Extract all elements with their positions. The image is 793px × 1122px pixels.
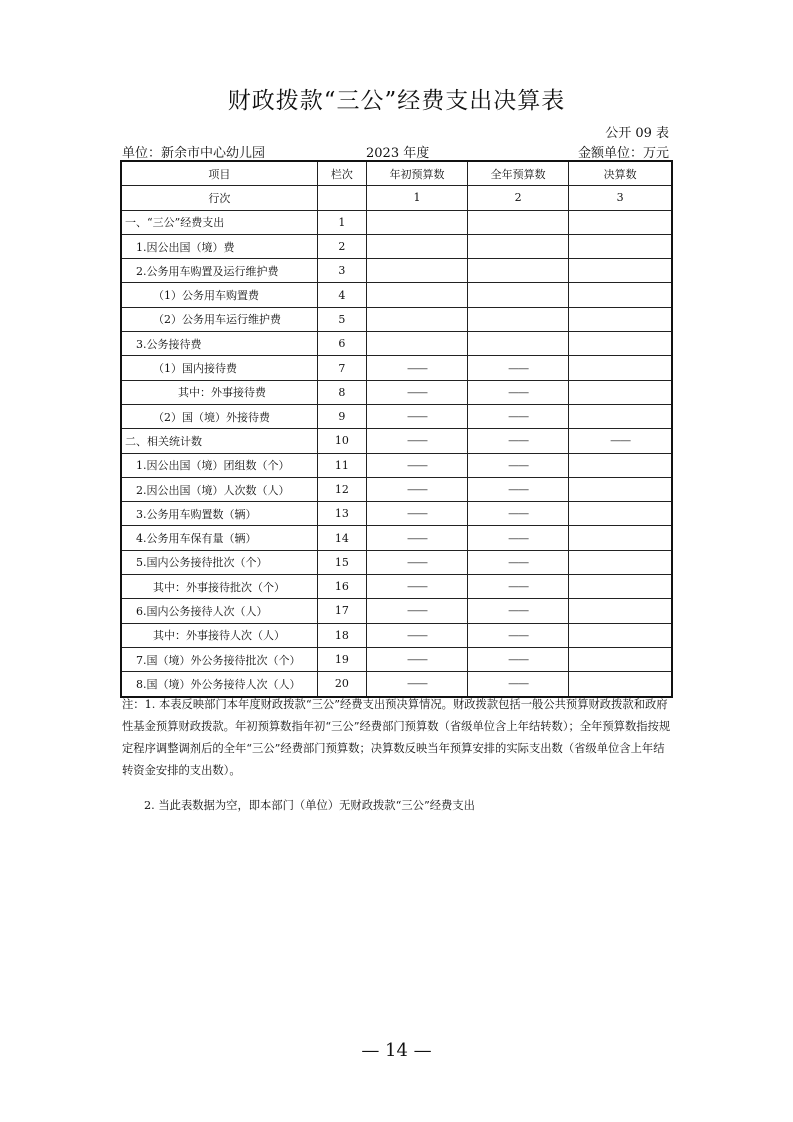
row-c1 [366, 307, 467, 331]
row-c1: —— [366, 502, 467, 526]
row-c2: —— [468, 380, 569, 404]
header-initial-budget: 年初预算数 [366, 161, 467, 186]
table-row [121, 356, 672, 380]
row-seq: 20 [317, 672, 366, 697]
row-seq: 18 [317, 623, 366, 647]
row-seq: 13 [317, 502, 366, 526]
row-c3 [569, 526, 672, 550]
table-row [121, 647, 672, 671]
row-index-seq-empty [317, 186, 366, 210]
form-number: 公开 09 表 [605, 126, 669, 141]
row-c2 [468, 307, 569, 331]
row-c1: —— [366, 647, 467, 671]
row-c3 [569, 599, 672, 623]
row-c2: —— [468, 429, 569, 453]
row-seq: 2 [317, 234, 366, 258]
row-c2: —— [468, 623, 569, 647]
row-c1: —— [366, 380, 467, 404]
row-c2: —— [468, 575, 569, 599]
row-c1 [366, 332, 467, 356]
table-row [121, 453, 672, 477]
row-label: 二、相关统计数 [121, 429, 317, 453]
row-c2: —— [468, 477, 569, 501]
row-c3 [569, 234, 672, 258]
row-c3: —— [569, 429, 672, 453]
row-seq: 8 [317, 380, 366, 404]
row-c1 [366, 283, 467, 307]
table-row [121, 380, 672, 404]
row-c2: —— [468, 453, 569, 477]
row-seq: 4 [317, 283, 366, 307]
row-c1 [366, 259, 467, 283]
row-label: 1.因公出国（境）费 [121, 234, 317, 258]
row-seq: 10 [317, 429, 366, 453]
row-c2: —— [468, 599, 569, 623]
row-c3 [569, 477, 672, 501]
row-c2 [468, 234, 569, 258]
row-c1: —— [366, 599, 467, 623]
row-c3 [569, 575, 672, 599]
row-label: 3.公务用车购置数（辆） [121, 502, 317, 526]
row-c3 [569, 453, 672, 477]
row-label: （2）国（境）外接待费 [121, 404, 317, 428]
row-c1 [366, 234, 467, 258]
row-seq: 16 [317, 575, 366, 599]
row-c1: —— [366, 429, 467, 453]
page-number: — 14 — [361, 1040, 432, 1061]
row-label: 8.国（境）外公务接待人次（人） [121, 672, 317, 697]
row-index-c1: 1 [366, 186, 467, 210]
row-label: 其中：外事接待批次（个） [121, 575, 317, 599]
row-seq: 3 [317, 259, 366, 283]
row-c2: —— [468, 404, 569, 428]
row-c3 [569, 356, 672, 380]
row-label: 5.国内公务接待批次（个） [121, 550, 317, 574]
table-row [121, 259, 672, 283]
table-row [121, 234, 672, 258]
row-index-row [121, 186, 672, 210]
row-label: 2.因公出国（境）人次数（人） [121, 477, 317, 501]
row-c3 [569, 210, 672, 234]
header-final-account: 决算数 [569, 161, 672, 186]
table-row [121, 672, 672, 697]
row-c1: —— [366, 623, 467, 647]
row-c3 [569, 404, 672, 428]
table-row [121, 332, 672, 356]
fiscal-year: 2023 年度 [366, 146, 430, 161]
row-label: 7.国（境）外公务接待批次（个） [121, 647, 317, 671]
row-label: 4.公务用车保有量（辆） [121, 526, 317, 550]
footnote-2: 2. 当此表数据为空，即本部门（单位）无财政拨款“三公”经费支出 [144, 799, 475, 812]
row-c1 [366, 210, 467, 234]
page-title: 财政拨款“三公”经费支出决算表 [227, 88, 566, 114]
row-c2: —— [468, 502, 569, 526]
table-row [121, 575, 672, 599]
row-index-label: 行次 [121, 186, 317, 210]
table-row [121, 477, 672, 501]
table-row [121, 307, 672, 331]
row-c3 [569, 672, 672, 697]
row-label: 一、“三公”经费支出 [121, 210, 317, 234]
header-seq: 栏次 [317, 161, 366, 186]
table-row [121, 502, 672, 526]
row-seq: 7 [317, 356, 366, 380]
row-index-c2: 2 [468, 186, 569, 210]
row-c1: —— [366, 477, 467, 501]
table-row [121, 429, 672, 453]
row-c1: —— [366, 672, 467, 697]
row-c2 [468, 283, 569, 307]
unit-label: 单位：新余市中心幼儿园 [122, 146, 266, 161]
row-c3 [569, 502, 672, 526]
row-label: 2.公务用车购置及运行维护费 [121, 259, 317, 283]
row-c2: —— [468, 356, 569, 380]
row-label: （1）国内接待费 [121, 356, 317, 380]
row-c3 [569, 332, 672, 356]
row-c1: —— [366, 575, 467, 599]
table-header-row [121, 161, 672, 186]
row-c2 [468, 210, 569, 234]
row-label: 其中：外事接待人次（人） [121, 623, 317, 647]
row-c3 [569, 307, 672, 331]
row-c1: —— [366, 356, 467, 380]
table-row [121, 599, 672, 623]
table-row [121, 526, 672, 550]
header-item: 项目 [121, 161, 317, 186]
row-label: 1.因公出国（境）团组数（个） [121, 453, 317, 477]
table-row [121, 283, 672, 307]
row-c3 [569, 259, 672, 283]
row-label: 6.国内公务接待人次（人） [121, 599, 317, 623]
table-row [121, 210, 672, 234]
row-seq: 19 [317, 647, 366, 671]
row-seq: 17 [317, 599, 366, 623]
row-label: 其中：外事接待费 [121, 380, 317, 404]
row-index-c3: 3 [569, 186, 672, 210]
row-seq: 1 [317, 210, 366, 234]
table-row [121, 623, 672, 647]
row-c2 [468, 332, 569, 356]
row-seq: 6 [317, 332, 366, 356]
row-seq: 12 [317, 477, 366, 501]
row-c3 [569, 623, 672, 647]
table-row [121, 404, 672, 428]
footnote-1: 注：1. 本表反映部门本年度财政拨款“三公”经费支出预决算情况。财政拨款包括一般公共预算财政拨款和政府性基金预算财政拨款。年初预算数指年初“三公”经费部门预算数（省级单位含上年结转数）；全年预算数指按规定程序调整调剂后的全年“三公”经费部门预算数；决算数反映当年预算安排的实际支出数（省级单位含上年结转资金安排的支出数）。 [122, 698, 671, 777]
row-seq: 5 [317, 307, 366, 331]
table-row [121, 550, 672, 574]
row-c1: —— [366, 550, 467, 574]
row-seq: 9 [317, 404, 366, 428]
row-label: 3.公务接待费 [121, 332, 317, 356]
row-c2: —— [468, 672, 569, 697]
header-annual-budget: 全年预算数 [468, 161, 569, 186]
expenditure-table [120, 160, 673, 698]
row-c3 [569, 550, 672, 574]
row-c2: —— [468, 550, 569, 574]
row-label: （1）公务用车购置费 [121, 283, 317, 307]
row-c2 [468, 259, 569, 283]
row-c3 [569, 380, 672, 404]
row-c1: —— [366, 526, 467, 550]
row-c2: —— [468, 647, 569, 671]
row-c3 [569, 647, 672, 671]
row-label: （2）公务用车运行维护费 [121, 307, 317, 331]
row-seq: 11 [317, 453, 366, 477]
currency-unit-label: 金额单位：万元 [577, 146, 669, 161]
row-c3 [569, 283, 672, 307]
row-seq: 14 [317, 526, 366, 550]
row-c2: —— [468, 526, 569, 550]
row-seq: 15 [317, 550, 366, 574]
row-c1: —— [366, 453, 467, 477]
row-c1: —— [366, 404, 467, 428]
